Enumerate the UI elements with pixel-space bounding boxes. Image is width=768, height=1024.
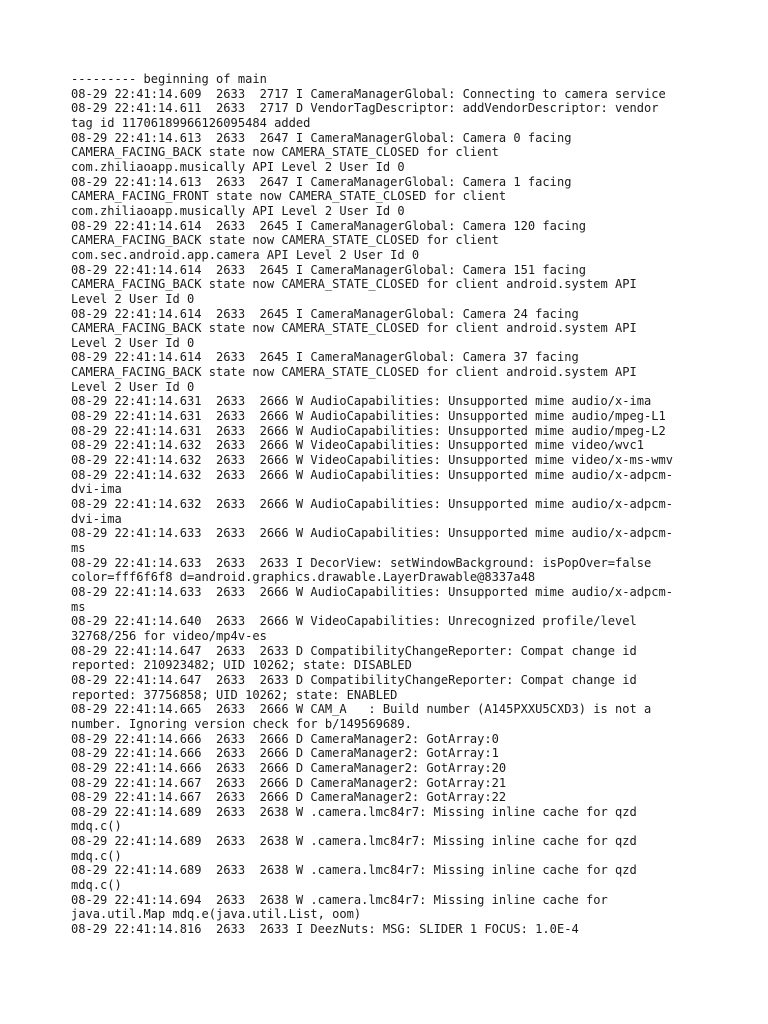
log-line: 08-29 22:41:14.613 2633 2647 I CameraManagerGlobal: Camera 1 facing: [71, 174, 572, 189]
log-line: mdq.c(): [71, 878, 122, 893]
log-line: 08-29 22:41:14.632 2633 2666 W VideoCapabilities: Unsupported mime video/x-ms-wmv: [71, 453, 673, 468]
log-line: 08-29 22:41:14.689 2633 2638 W .camera.lmc84r7: Missing inline cache for qzd: [71, 804, 637, 819]
log-line: ms: [71, 599, 86, 614]
log-line: 08-29 22:41:14.694 2633 2638 W .camera.lmc84r7: Missing inline cache for: [71, 892, 608, 907]
log-line: CAMERA_FACING_FRONT state now CAMERA_STATE_CLOSED for client: [71, 189, 507, 204]
log-line: 08-29 22:41:14.667 2633 2666 D CameraManager2: GotArray:21: [71, 775, 507, 790]
log-line: 08-29 22:41:14.665 2633 2666 W CAM_A : Build number (A145PXXU5CXD3) is not a: [71, 702, 652, 717]
log-line: 08-29 22:41:14.631 2633 2666 W AudioCapabilities: Unsupported mime audio/mpeg-L2: [71, 423, 666, 438]
log-line: 08-29 22:41:14.632 2633 2666 W AudioCapabilities: Unsupported mime audio/x-adpcm-: [71, 497, 673, 512]
log-line: 08-29 22:41:14.666 2633 2666 D CameraManager2: GotArray:1: [71, 746, 499, 761]
log-line: 08-29 22:41:14.640 2633 2666 W VideoCapabilities: Unrecognized profile/level: [71, 614, 637, 629]
log-line: 08-29 22:41:14.614 2633 2645 I CameraManagerGlobal: Camera 37 facing: [71, 350, 579, 365]
log-line: 08-29 22:41:14.667 2633 2666 D CameraManager2: GotArray:22: [71, 790, 507, 805]
log-line: 08-29 22:41:14.614 2633 2645 I CameraManagerGlobal: Camera 151 facing: [71, 262, 586, 277]
log-document: [71, 72, 721, 937]
log-line: ms: [71, 541, 86, 555]
log-line: 32768/256 for video/mp4v-es: [71, 628, 267, 643]
log-line: reported: 210923482; UID 10262; state: DISABLED: [71, 658, 412, 673]
log-line: mdq.c(): [71, 819, 122, 834]
log-line: 08-29 22:41:14.666 2633 2666 D CameraManager2: GotArray:0: [71, 731, 499, 746]
log-line: 08-29 22:41:14.632 2633 2666 W AudioCapabilities: Unsupported mime audio/x-adpcm-: [71, 467, 673, 482]
log-line: number. Ignoring version check for b/149569689.: [71, 716, 412, 731]
log-line: com.zhiliaoapp.musically API Level 2 User Id 0: [71, 203, 405, 218]
log-line: CAMERA_FACING_BACK state now CAMERA_STATE_CLOSED for client android.system API: [71, 321, 637, 336]
log-line: 08-29 22:41:14.613 2633 2647 I CameraManagerGlobal: Camera 0 facing: [71, 130, 572, 145]
log-line: CAMERA_FACING_BACK state now CAMERA_STATE_CLOSED for client android.system API: [71, 365, 637, 380]
log-line: --------- beginning of main: [71, 72, 267, 86]
log-line: Level 2 User Id 0: [71, 335, 195, 350]
log-line: 08-29 22:41:14.631 2633 2666 W AudioCapabilities: Unsupported mime audio/mpeg-L1: [71, 409, 666, 424]
log-line: Level 2 User Id 0: [71, 291, 195, 306]
log-line: 08-29 22:41:14.632 2633 2666 W VideoCapabilities: Unsupported mime video/wvc1: [71, 438, 644, 453]
log-line: tag id 11706189966126095484 added: [71, 115, 311, 130]
log-line: 08-29 22:41:14.666 2633 2666 D CameraManager2: GotArray:20: [71, 760, 507, 775]
log-line: 08-29 22:41:14.614 2633 2645 I CameraManagerGlobal: Camera 120 facing: [71, 218, 586, 233]
log-line: 08-29 22:41:14.633 2633 2633 I DecorView: setWindowBackground: isPopOver=false: [71, 555, 652, 570]
log-line: dvi-ima: [71, 511, 122, 526]
log-line: 08-29 22:41:14.609 2633 2717 I CameraManagerGlobal: Connecting to camera service: [71, 86, 666, 101]
log-line: 08-29 22:41:14.614 2633 2645 I CameraManagerGlobal: Camera 24 facing: [71, 306, 579, 321]
log-line: CAMERA_FACING_BACK state now CAMERA_STATE_CLOSED for client android.system API: [71, 277, 637, 292]
log-line: 08-29 22:41:14.633 2633 2666 W AudioCapabilities: Unsupported mime audio/x-adpcm-: [71, 526, 673, 541]
log-line: mdq.c(): [71, 848, 122, 863]
log-line: 08-29 22:41:14.647 2633 2633 D CompatibilityChangeReporter: Compat change id: [71, 643, 637, 658]
log-line: 08-29 22:41:14.689 2633 2638 W .camera.lmc84r7: Missing inline cache for qzd: [71, 863, 637, 878]
log-line: reported: 37756858; UID 10262; state: ENABLED: [71, 687, 398, 702]
log-line: 08-29 22:41:14.647 2633 2633 D CompatibilityChangeReporter: Compat change id: [71, 672, 637, 687]
log-line: Level 2 User Id 0: [71, 379, 195, 394]
log-line: 08-29 22:41:14.611 2633 2717 D VendorTagDescriptor: addVendorDescriptor: vendor: [71, 101, 659, 116]
log-line: 08-29 22:41:14.633 2633 2666 W AudioCapabilities: Unsupported mime audio/x-adpcm-: [71, 584, 673, 599]
log-line: com.zhiliaoapp.musically API Level 2 User Id 0: [71, 159, 405, 174]
log-line: 08-29 22:41:14.631 2633 2666 W AudioCapabilities: Unsupported mime audio/x-ima: [71, 394, 652, 409]
log-line: CAMERA_FACING_BACK state now CAMERA_STATE_CLOSED for client: [71, 145, 499, 160]
log-line: java.util.Map mdq.e(java.util.List, oom): [71, 907, 362, 922]
log-line: CAMERA_FACING_BACK state now CAMERA_STATE_CLOSED for client: [71, 233, 499, 248]
log-line: 08-29 22:41:14.689 2633 2638 W .camera.lmc84r7: Missing inline cache for qzd: [71, 834, 637, 849]
log-line: com.sec.android.app.camera API Level 2 User Id 0: [71, 247, 420, 262]
log-line: color=fff6f6f8 d=android.graphics.drawable.LayerDrawable@8337a48: [71, 570, 536, 585]
log-line: dvi-ima: [71, 482, 122, 497]
log-line: 08-29 22:41:14.816 2633 2633 I DeezNuts: MSG: SLIDER 1 FOCUS: 1.0E-4: [71, 922, 579, 937]
